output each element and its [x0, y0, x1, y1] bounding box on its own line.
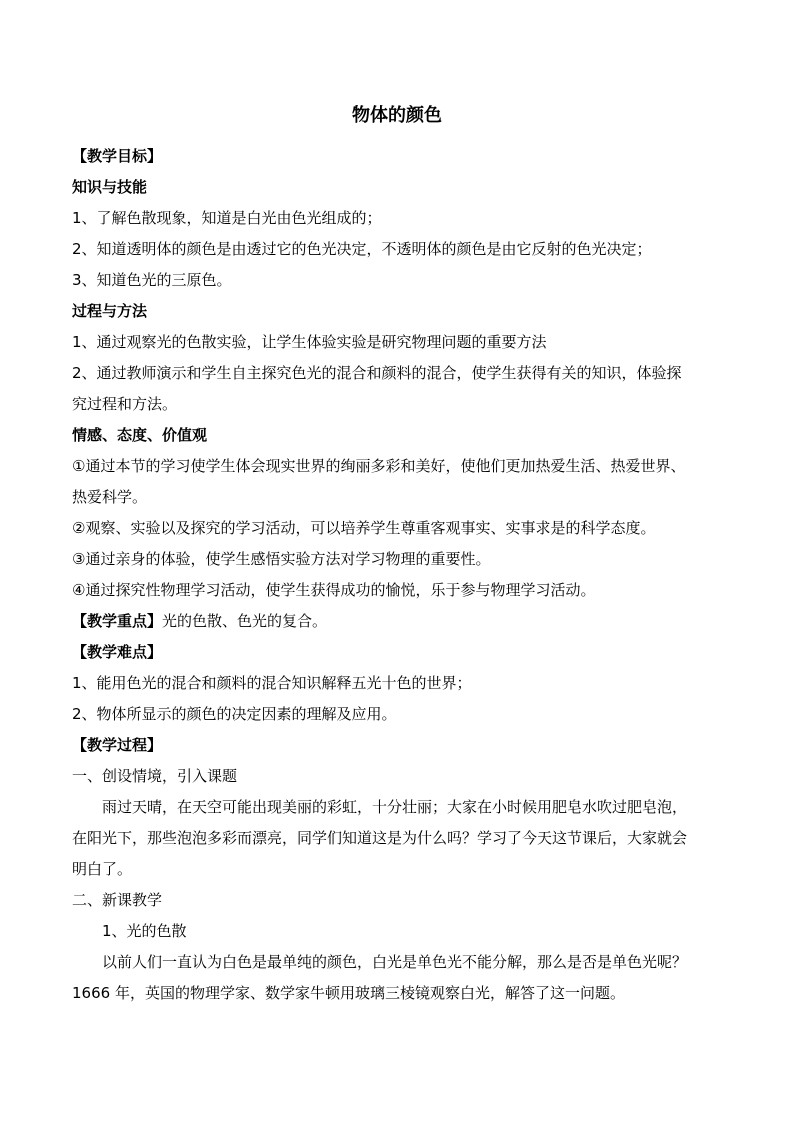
subheading-knowledge-skills: 知识与技能: [72, 178, 148, 196]
subsection-heading: 1、光的色散: [102, 922, 187, 940]
subheading-emotion-values: 情感、态度、价值观: [72, 426, 208, 444]
paragraph: 以前人们一直认为白色是最单纯的颜色，白光是单色光不能分解，那么是否是单色光呢？: [102, 953, 688, 971]
page-title: 物体的颜色: [352, 105, 442, 126]
paragraph: ①通过本节的学习使学生体会现实世界的绚丽多彩和美好，使他们更加热爱生活、热爱世界、: [72, 457, 686, 475]
paragraph-continuation: 明白了。: [72, 860, 133, 878]
paragraph-continuation: 在阳光下，那些泡泡多彩而漂亮，同学们知道这是为什么吗？学习了今天这节课后，大家就会: [72, 829, 688, 847]
paragraph: 雨过天晴，在天空可能出现美丽的彩虹，十分壮丽；大家在小时候用肥皂水吹过肥皂泡，: [102, 798, 688, 816]
paragraph-continuation: 究过程和方法。: [72, 395, 178, 413]
paragraph: ③通过亲身的体验，使学生感悟实验方法对学习物理的重要性。: [72, 550, 491, 568]
section-heading: 一、创设情境，引入课题: [72, 767, 238, 785]
paragraph: 2、知道透明体的颜色是由透过它的色光决定，不透明体的颜色是由它反射的色光决定；: [72, 240, 652, 258]
heading-teaching-process: 【教学过程】: [72, 736, 163, 754]
subheading-process-methods: 过程与方法: [72, 302, 148, 320]
paragraph: ②观察、实验以及探究的学习活动，可以培养学生尊重客观事实、实事求是的科学态度。: [72, 519, 656, 537]
section-heading: 二、新课教学: [72, 891, 163, 909]
key-point-text: 光的色散、色光的复合。: [162, 612, 328, 630]
heading-teaching-goals: 【教学目标】: [72, 147, 163, 165]
paragraph-continuation: 1666 年，英国的物理学家、数学家牛顿用玻璃三棱镜观察白光，解答了这一问题。: [72, 984, 625, 1002]
paragraph: 2、物体所显示的颜色的决定因素的理解及应用。: [72, 705, 397, 723]
paragraph-continuation: 热爱科学。: [72, 488, 148, 506]
key-point-line: [72, 606, 732, 637]
paragraph: 1、了解色散现象，知道是白光由色光组成的；: [72, 209, 382, 227]
paragraph: 1、能用色光的混合和颜料的混合知识解释五光十色的世界；: [72, 674, 472, 692]
key-point-label: 【教学重点】: [72, 612, 163, 630]
document-body: [72, 141, 732, 1009]
heading-difficulties: 【教学难点】: [72, 643, 163, 661]
paragraph: 2、通过教师演示和学生自主探究色光的混合和颜料的混合，使学生获得有关的知识，体验探: [72, 364, 682, 382]
paragraph: 1、通过观察光的色散实验，让学生体验实验是研究物理问题的重要方法: [72, 333, 547, 351]
paragraph: 3、知道色光的三原色。: [72, 271, 232, 289]
paragraph: ④通过探究性物理学习活动，使学生获得成功的愉悦，乐于参与物理学习活动。: [72, 581, 596, 599]
